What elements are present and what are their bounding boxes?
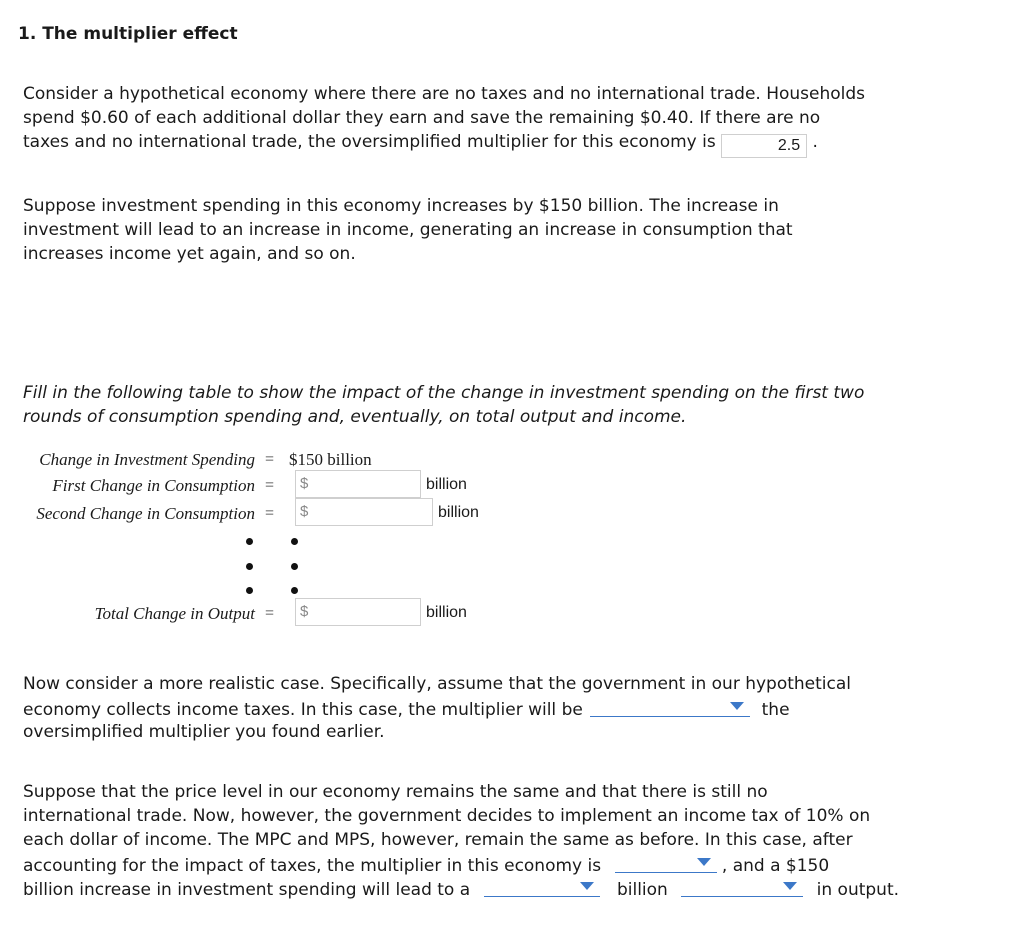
equals-sign: = [265, 451, 275, 468]
total-output-unit: billion [426, 604, 467, 621]
ellipsis-dot [246, 563, 253, 570]
tax-line-1: Suppose that the price level in our economy remains the same and that there is still no [23, 782, 768, 802]
output-change-dropdown[interactable] [484, 876, 600, 897]
instructions-line-1: Fill in the following table to show the impact of the change in investment spending on the first two [23, 383, 865, 403]
ellipsis-dot [246, 587, 253, 594]
realistic-line-3: oversimplified multiplier you found earlier. [23, 722, 385, 742]
tax-line-3: each dollar of income. The MPC and MPS, however, remain the same as before. In this case, after [23, 830, 853, 850]
tax-line-4-text: accounting for the impact of taxes, the multiplier in this economy is [23, 856, 602, 876]
first-consumption-label: First Change in Consumption [52, 476, 255, 495]
tax-line-5-billion: billion [616, 880, 668, 900]
ellipsis-dot [291, 538, 298, 545]
investment-paragraph [23, 194, 793, 266]
second-consumption-unit: billion [438, 504, 479, 521]
tax-line-5-text: billion increase in investment spending will lead to a [23, 880, 471, 900]
chevron-down-icon [730, 702, 744, 710]
realistic-line-2-end: the [761, 700, 790, 720]
intro-paragraph [23, 82, 865, 154]
intro-line-3-text: taxes and no international trade, the oversimplified multiplier for this economy is [23, 132, 716, 152]
investment-change-label: Change in Investment Spending [39, 450, 255, 469]
realistic-line-1: Now consider a more realistic case. Specifically, assume that the government in our hypothetical [23, 674, 852, 694]
investment-change-value: $150 billion [289, 450, 372, 469]
first-consumption-input[interactable]: $ [295, 470, 421, 498]
realistic-paragraph [23, 672, 851, 744]
tax-line-5-end: in output. [816, 880, 900, 900]
chevron-down-icon [697, 858, 711, 866]
instructions-line-2: rounds of consumption spending and, eventually, on total output and income. [23, 407, 687, 427]
investment-line-3: increases income yet again, and so on. [23, 244, 356, 264]
output-direction-dropdown[interactable] [681, 876, 803, 897]
multiplier-answer-box[interactable]: 2.5 [721, 134, 807, 158]
intro-line-1: Consider a hypothetical economy where there are no taxes and no international trade. Households [23, 84, 866, 104]
table-instructions [23, 381, 864, 429]
ellipsis-dot [246, 538, 253, 545]
first-consumption-unit: billion [426, 476, 467, 493]
equals-sign: = [265, 505, 275, 522]
second-consumption-input[interactable]: $ [295, 498, 433, 526]
chevron-down-icon [783, 882, 797, 890]
intro-line-3 [23, 130, 865, 154]
investment-line-2: investment will lead to an increase in income, generating an increase in consumption that [23, 220, 793, 240]
ellipsis-dot [291, 563, 298, 570]
realistic-line-2 [23, 696, 851, 720]
ellipsis-dot [291, 587, 298, 594]
intro-line-2: spend $0.60 of each additional dollar they earn and save the remaining $0.40. If there are no [23, 108, 821, 128]
tax-line-2: international trade. Now, however, the government decides to implement an income tax of 10% on [23, 806, 871, 826]
equals-sign: = [265, 477, 275, 494]
intro-period: . [812, 132, 818, 152]
question-title: 1. The multiplier effect [18, 24, 238, 44]
tax-multiplier-dropdown[interactable] [615, 852, 717, 873]
multiplier-comparison-dropdown[interactable] [590, 696, 750, 717]
tax-line-5 [23, 876, 899, 900]
tax-line-4 [23, 852, 899, 876]
chevron-down-icon [580, 882, 594, 890]
equals-sign: = [265, 605, 275, 622]
tax-line-4-end: , and a $150 [721, 856, 830, 876]
second-consumption-label: Second Change in Consumption [36, 504, 255, 523]
total-output-input[interactable]: $ [295, 598, 421, 626]
tax-paragraph [23, 780, 899, 900]
investment-line-1: Suppose investment spending in this economy increases by $150 billion. The increase in [23, 196, 779, 216]
realistic-line-2-text: economy collects income taxes. In this case, the multiplier will be [23, 700, 583, 720]
total-output-label: Total Change in Output [94, 604, 255, 623]
